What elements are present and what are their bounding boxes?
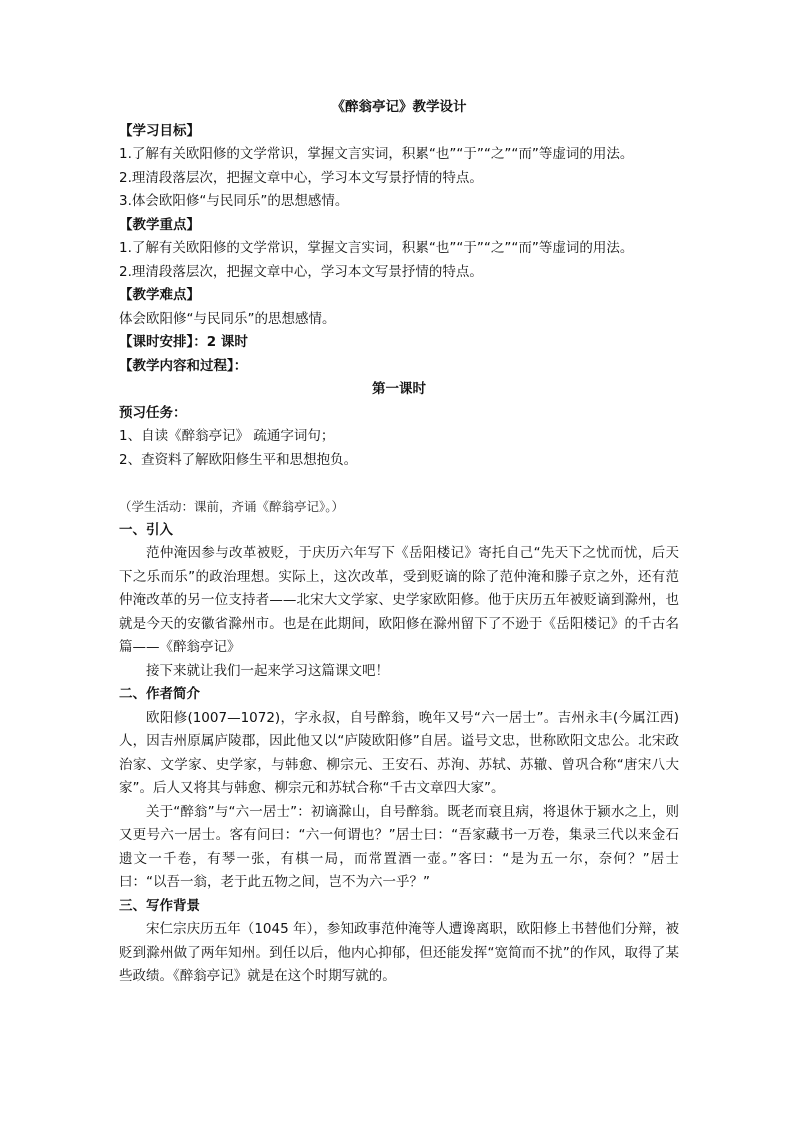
section-intro-heading: 一、引入 xyxy=(119,521,173,538)
section-background-heading: 三、写作背景 xyxy=(119,897,200,914)
section-author-paragraph: 欧阳修(1007—1072)，字永叔，自号醉翁，晚年又号“六一居士”。吉州永丰(今属江西)人，因吉州原属庐陵郡，因此他又以“庐陵欧阳修”自居。谥号文忠，世称欧阳文忠公。北宋政治家、文学家、史学家，与韩愈、柳宗元、王安石、苏洵、苏轼、苏辙、曾巩合称“唐宋八大家”。后人又将其与韩愈、柳宗元和苏轼合称“千古文章四大家”。 xyxy=(119,709,679,796)
student-activity-note: （学生活动：课前，齐诵《醉翁亭记》。） xyxy=(119,499,345,514)
document-title: 《醉翁亭记》教学设计 xyxy=(331,99,467,115)
section-background-paragraph: 宋仁宗庆历五年（1045 年），参知政事范仲淹等人遭谗离职，欧阳修上书替他们分辩，被贬到滁州做了两年知州。到任以后，他内心抑郁，但还能发挥“宽简而不扰”的作风，取得了某些政绩。《醉翁亭记》就是在这个时期写就的。 xyxy=(119,921,679,984)
difficulty-text: 体会欧阳修“与民同乐”的思想感情。 xyxy=(119,310,336,327)
preview-item: 1、自读《醉翁亭记》 疏通字词句； xyxy=(119,428,335,444)
goal-item: 1.了解有关欧阳修的文学常识，掌握文言实词，积累“也”“于”“之”“而”等虚词的用法。 xyxy=(119,146,634,162)
schedule-line: 【课时安排】：2 课时 xyxy=(119,334,248,350)
difficulty-heading: 【教学难点】 xyxy=(119,287,200,303)
goal-item: 3.体会欧阳修“与民同乐”的思想感情。 xyxy=(119,193,349,209)
goal-item: 2.理清段落层次，把握文章中心，学习本文写景抒情的特点。 xyxy=(119,169,483,186)
section-author-names-paragraph: 关于“醉翁”与“六一居士”：初谪滁山，自号醉翁。既老而衰且病，将退休于颍水之上，则又更号六一居士。客有问曰：“六一何谓也？”居士曰：“吾家藏书一万卷，集录三代以来金石遗文一千卷，有琴一张，有棋一局，而常置酒一壶。”客曰：“是为五一尔，奈何？”居士曰：“以吾一翁，老于此五物之间，岂不为六一乎？” xyxy=(119,803,679,890)
section-author-heading: 二、作者简介 xyxy=(119,686,200,702)
process-heading: 【教学内容和过程】： xyxy=(119,357,248,374)
goals-heading: 【学习目标】 xyxy=(119,122,200,139)
key-point-item: 1.了解有关欧阳修的文学常识，掌握文言实词，积累“也”“于”“之”“而”等虚词的用法。 xyxy=(119,240,634,256)
preview-item: 2、查资料了解欧阳修生平和思想抱负。 xyxy=(119,451,358,468)
document-body xyxy=(119,96,679,989)
section-intro-paragraph: 范仲淹因参与改革被贬，于庆历六年写下《岳阳楼记》寄托自己“先天下之忧而忧，后天下之乐而乐”的政治理想。实际上，这次改革，受到贬谪的除了范仲淹和滕子京之外，还有范仲淹改革的另一位支持者——北宋大文学家、史学家欧阳修。他于庆历五年被贬谪到滁州，也就是今天的安徽省滁州市。也是在此期间，欧阳修在滁州留下了不逊于《岳阳楼记》的千古名篇——《醉翁亭记》 xyxy=(119,545,679,655)
lesson-title: 第一课时 xyxy=(372,381,426,397)
preview-heading: 预习任务： xyxy=(119,404,187,421)
section-intro-closing: 接下来就让我们一起来学习这篇课文吧！ xyxy=(146,662,389,679)
key-points-heading: 【教学重点】 xyxy=(119,216,200,233)
key-point-item: 2.理清段落层次，把握文章中心，学习本文写景抒情的特点。 xyxy=(119,263,483,280)
spacer xyxy=(119,472,679,495)
